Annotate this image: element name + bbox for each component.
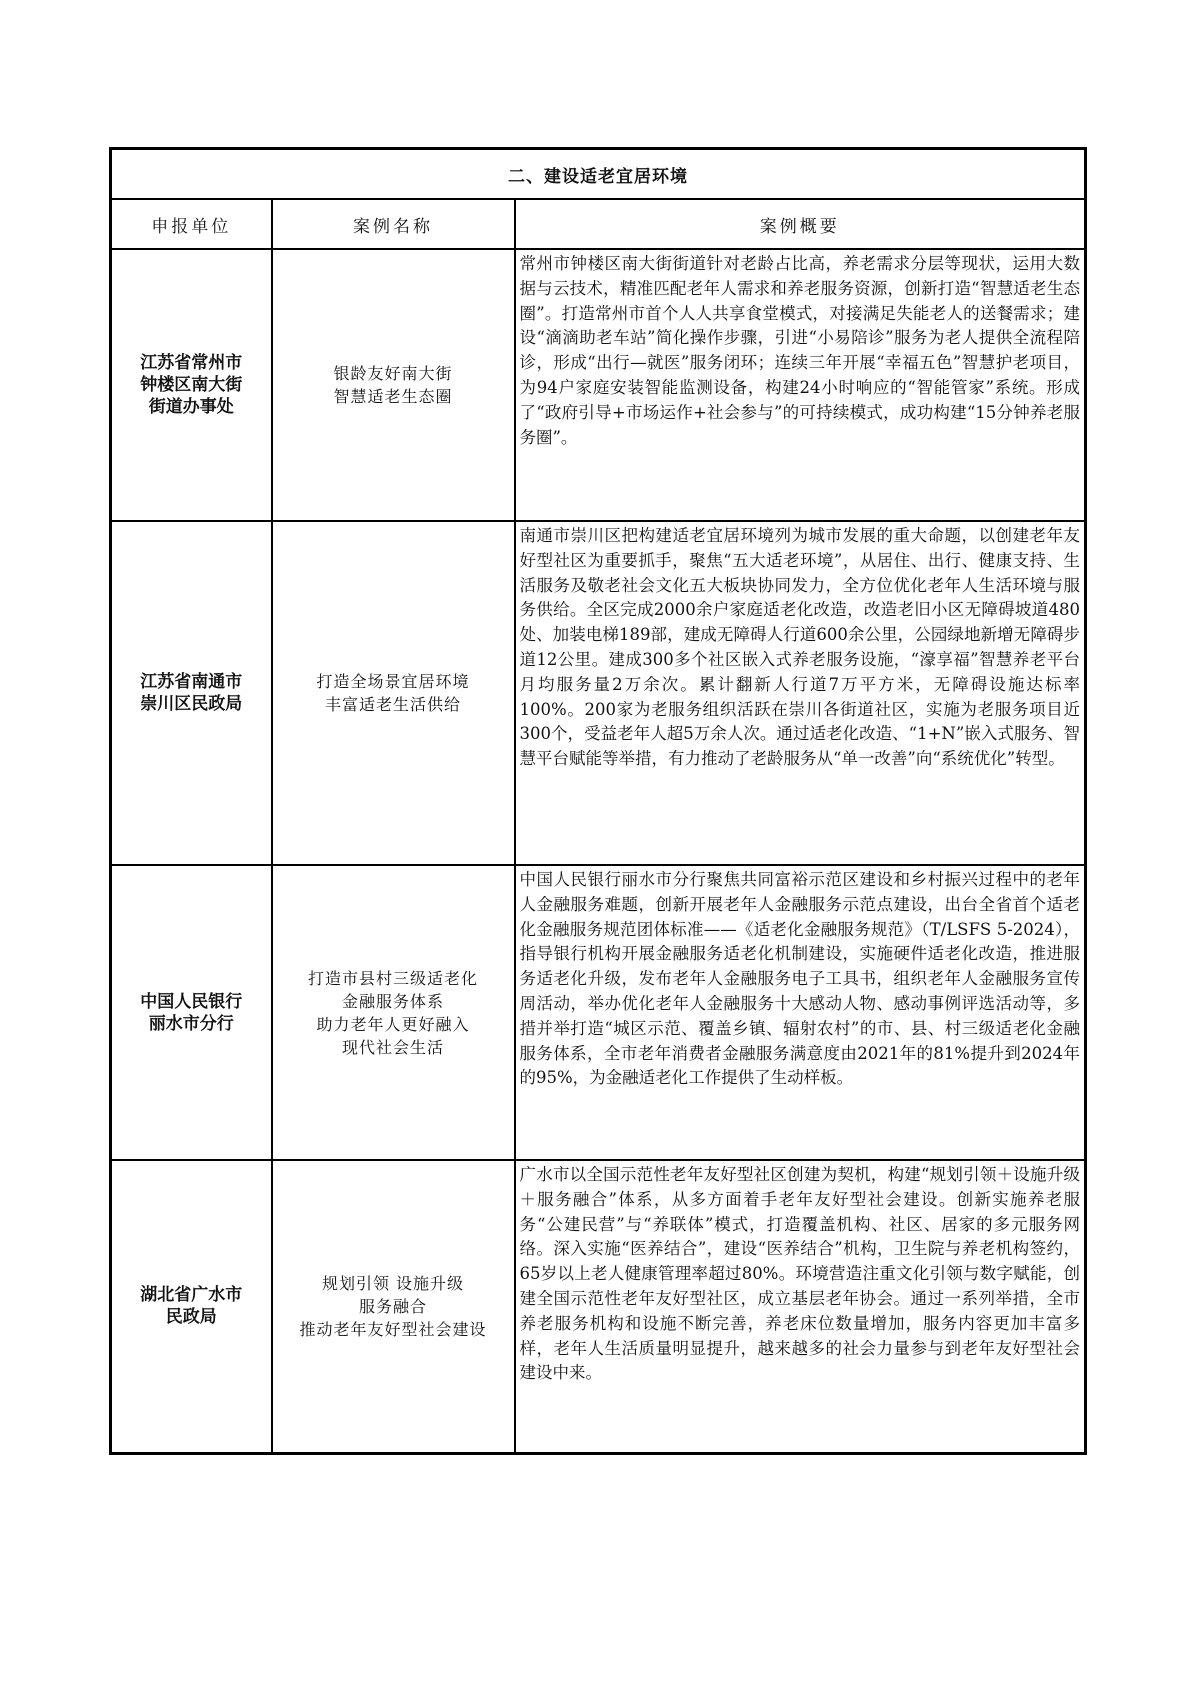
case-name-cell: [272, 1160, 515, 1453]
case-name-line: 规划引领 设施升级: [321, 1273, 465, 1293]
case-summary: 中国人民银行丽水市分行聚焦共同富裕示范区建设和乡村振兴过程中的老年人金融服务难题，创新开展老年人金融服务示范点建设，出台全省首个适老化金融服务规范团体标准——《适老化金融服务规范》（T/LSFS 5-2024），指导银行机构开展金融服务适老化机制建设，实施硬件适老化改造，推进服务适老化升级，发布老年人金融服务电子工具书，组织老年人金融服务宣传周活动，举办优化老年人金融服务十大感动人物、感动事例评选活动等，多措并举打造“城区示范、覆盖乡镇、辐射农村”的市、县、村三级适老化金融服务体系，全市老年消费者金融服务满意度由2021年的81%提升到2024年的95%，为金融适老化工作提供了生动样板。: [515, 865, 1086, 1160]
header-row: [111, 199, 1086, 249]
unit-cell: [111, 1160, 272, 1453]
case-name-line: 智慧适老生态圈: [333, 387, 453, 406]
table-row: [111, 865, 1086, 1160]
unit-line: 民政局: [165, 1307, 217, 1328]
section-title: 二、建设适老宜居环境: [111, 149, 1086, 200]
unit-line: 湖北省广水市: [140, 1285, 243, 1306]
section-title-row: [111, 149, 1086, 200]
unit-line: 江苏省常州市: [140, 353, 243, 373]
case-name-cell: [272, 521, 515, 865]
header-unit: 申报单位: [111, 199, 272, 249]
case-table: [109, 147, 1087, 1455]
case-name-line: 金融服务体系: [341, 991, 444, 1011]
table-row: [111, 1160, 1086, 1453]
case-name-line: 服务融合: [358, 1296, 427, 1316]
case-summary: 广水市以全国示范性老年友好型社区创建为契机，构建“规划引领＋设施升级＋服务融合”体系，从多方面着手老年友好型社会建设。创新实施养老服务“公建民营”与“养联体”模式，打造覆盖机构、社区、居家的多元服务网络。深入实施“医养结合”，建设“医养结合”机构，卫生院与养老机构签约，65岁以上老人健康管理率超过80%。环境营造注重文化引领与数字赋能，创建全国示范性老年友好型社区，成立基层老年协会。通过一系列举措，全市养老服务机构和设施不断完善，养老床位数量增加，服务内容更加丰富多样，老年人生活质量明显提升，越来越多的社会力量参与到老年友好型社会建设中来。: [515, 1160, 1086, 1453]
case-name-line: 银龄友好南大街: [333, 364, 453, 383]
case-name-line: 现代社会生活: [341, 1037, 444, 1057]
unit-line: 崇川区民政局: [140, 694, 243, 714]
case-name-line: 助力老年人更好融入: [316, 1014, 470, 1034]
case-name-line: 推动老年友好型社会建设: [299, 1319, 487, 1339]
case-name-line: 丰富适老生活供给: [324, 695, 461, 714]
unit-line: 钟楼区南大街: [140, 375, 243, 395]
unit-cell: [111, 865, 272, 1160]
unit-cell: [111, 249, 272, 521]
table-row: [111, 521, 1086, 865]
unit-line: 江苏省南通市: [140, 672, 243, 692]
unit-line: 中国人民银行: [140, 991, 243, 1012]
header-case-name: 案例名称: [272, 199, 515, 249]
header-case-summary: 案例概要: [515, 199, 1086, 249]
unit-line: 丽水市分行: [148, 1013, 234, 1034]
case-name-line: 打造市县村三级适老化: [307, 968, 478, 988]
case-name-cell: [272, 249, 515, 521]
case-name-line: 打造全场景宜居环境: [316, 672, 470, 691]
case-name-cell: [272, 865, 515, 1160]
unit-cell: [111, 521, 272, 865]
table-row: [111, 249, 1086, 521]
unit-line: 街道办事处: [148, 397, 234, 417]
case-summary: 南通市崇川区把构建适老宜居环境列为城市发展的重大命题，以创建老年友好型社区为重要抓手，聚焦“五大适老环境”，从居住、出行、健康支持、生活服务及敬老社会文化五大板块协同发力，全方位优化老年人生活环境与服务供给。全区完成2000余户家庭适老化改造，改造老旧小区无障碍坡道480处、加装电梯189部，建成无障碍人行道600余公里，公园绿地新增无障碍步道12公里。建成300多个社区嵌入式养老服务设施，“濠享福”智慧养老平台月均服务量2万余次。累计翻新人行道7万平方米，无障碍设施达标率100%。200家为老服务组织活跃在崇川各街道社区，实施为老服务项目近300个，受益老年人超5万余人次。通过适老化改造、“1+N”嵌入式服务、智慧平台赋能等举措，有力推动了老龄服务从“单一改善”向“系统优化”转型。: [515, 521, 1086, 865]
case-summary: 常州市钟楼区南大街街道针对老龄占比高，养老需求分层等现状，运用大数据与云技术，精准匹配老年人需求和养老服务资源，创新打造“智慧适老生态圈”。打造常州市首个人人共享食堂模式，对接满足失能老人的送餐需求；建设“滴滴助老车站”简化操作步骤，引进“小易陪诊”服务为老人提供全流程陪诊，形成“出行—就医”服务闭环；连续三年开展“幸福五色”智慧护老项目，为94户家庭安装智能监测设备，构建24小时响应的“智能管家”系统。形成了“政府引导+市场运作+社会参与”的可持续模式，成功构建“15分钟养老服务圈”。: [515, 249, 1086, 521]
